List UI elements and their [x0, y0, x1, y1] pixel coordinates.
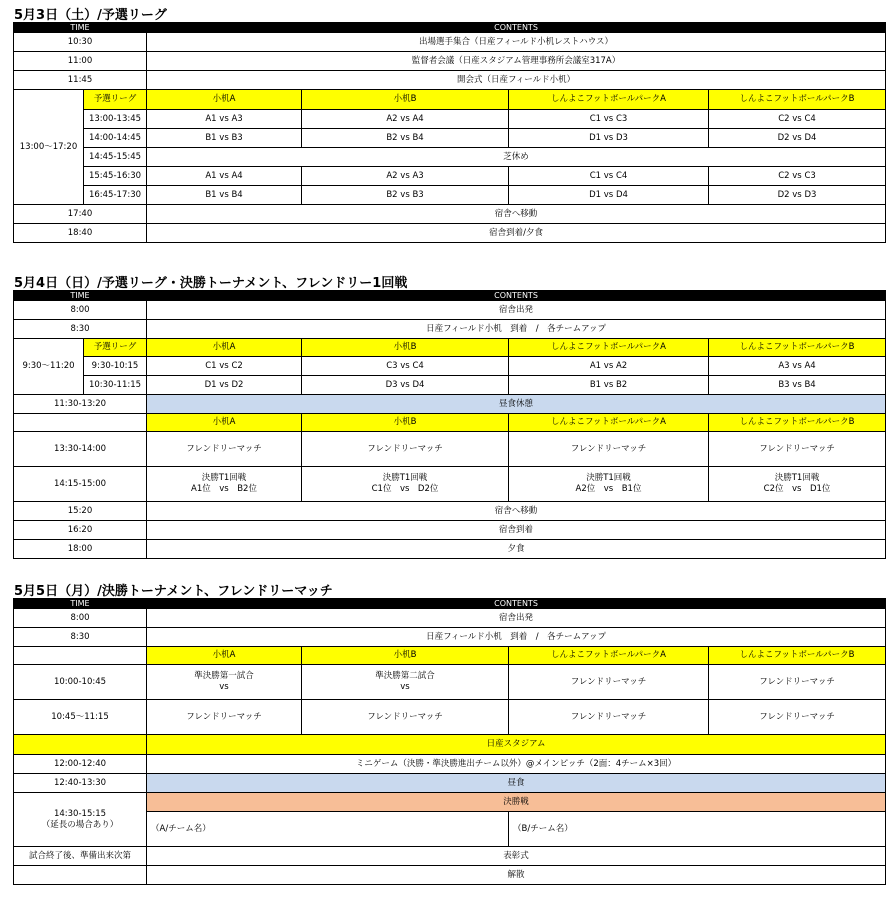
match-cell [509, 665, 709, 700]
venue-header: 小机B [302, 339, 509, 357]
match-teams: A2位 vs B1位 [575, 484, 642, 494]
table-row [14, 866, 886, 885]
match-label: 決勝T1回戦 [586, 473, 631, 483]
venue-header: しんよこフットボールパークB [709, 414, 886, 432]
match-cell: D2 vs D4 [709, 129, 886, 148]
match-cell [509, 700, 709, 735]
match-label: フレンドリーマッチ [367, 711, 443, 722]
break-cell: 芝休め [147, 148, 886, 167]
empty-cell [14, 414, 147, 432]
match-cell [302, 665, 509, 700]
match-cell: B2 vs B3 [302, 186, 509, 205]
match-time-cell: 15:45-16:30 [84, 167, 147, 186]
table-row [14, 52, 886, 71]
stadium-row [14, 735, 886, 755]
content-cell: 宿舎出発 [147, 301, 886, 320]
table-row [14, 755, 886, 774]
day1-schedule-table [13, 22, 886, 243]
final-title-cell: 決勝戦 [147, 793, 886, 812]
table-row [14, 628, 886, 647]
match-cell: A2 vs A3 [302, 167, 509, 186]
match-time-cell: 9:30-10:15 [84, 357, 147, 376]
time-cell: 12:40-13:30 [14, 774, 147, 793]
table-row [14, 502, 886, 521]
match-label: フレンドリーマッチ [186, 443, 262, 454]
time-cell: 8:00 [14, 609, 147, 628]
time-cell: 8:30 [14, 628, 147, 647]
venue-header-row [14, 339, 886, 357]
venue-header: しんよこフットボールパークA [509, 90, 709, 110]
content-cell: ミニゲーム（決勝・準決勝進出チーム以外）@メインピッチ（2面：4チーム×3回） [147, 755, 886, 774]
venue-header: しんよこフットボールパークB [709, 339, 886, 357]
match-cell [147, 467, 302, 502]
venue-header-row [14, 414, 886, 432]
match-cell: A2 vs A4 [302, 110, 509, 129]
venue-header: しんよこフットボールパークB [709, 90, 886, 110]
day3-title: 5月5日（月）/決勝トーナメント、フレンドリーマッチ [14, 584, 333, 599]
venue-header: 小机B [302, 414, 509, 432]
table-row [14, 33, 886, 52]
match-label: フレンドリーマッチ [186, 711, 262, 722]
venue-header: しんよこフットボールパークA [509, 339, 709, 357]
venue-header: しんよこフットボールパークB [709, 647, 886, 665]
match-teams: A1位 vs B2位 [191, 484, 257, 494]
match-time-cell: 10:00-10:45 [14, 665, 147, 700]
match-row [14, 432, 886, 467]
match-label: フレンドリーマッチ [570, 443, 647, 454]
match-cell: A3 vs A4 [709, 357, 886, 376]
match-cell: B2 vs B4 [302, 129, 509, 148]
break-row [14, 148, 886, 167]
match-teams: C1位 vs D2位 [371, 484, 439, 494]
venue-header: 小机B [302, 647, 509, 665]
block-time-cell: 13:00～17:20 [14, 90, 84, 205]
match-cell: B1 vs B2 [509, 376, 709, 395]
table-row [14, 320, 886, 339]
time-cell: 18:00 [14, 540, 147, 559]
match-cell [509, 467, 709, 502]
empty-cell [14, 647, 147, 665]
table-row [14, 847, 886, 866]
time-cell: 試合終了後、準備出来次第 [14, 847, 147, 866]
match-cell: C2 vs C4 [709, 110, 886, 129]
content-cell: 解散 [147, 866, 886, 885]
contents-header: CONTENTS [147, 291, 886, 301]
match-time-cell: 14:15-15:00 [14, 467, 147, 502]
match-cell: C1 vs C4 [509, 167, 709, 186]
match-cell: B1 vs B3 [147, 129, 302, 148]
time-cell: 12:00-12:40 [14, 755, 147, 774]
match-cell [709, 665, 886, 700]
match-teams: vs [400, 682, 410, 692]
day3-schedule-table [13, 598, 886, 885]
match-cell: D2 vs D3 [709, 186, 886, 205]
match-cell [147, 665, 302, 700]
time-header: TIME [14, 23, 147, 33]
time-header: TIME [14, 291, 147, 301]
match-time-cell: 14:45-15:45 [84, 148, 147, 167]
final-time: 14:30-15:15 [53, 808, 107, 819]
content-cell: 日産フィールド小机 到着 / 各チームアップ [147, 628, 886, 647]
match-row [14, 665, 886, 700]
venue-header: 小机A [147, 90, 302, 110]
table-row [14, 609, 886, 628]
day2-title: 5月4日（日）/予選リーグ・決勝トーナメント、フレンドリー1回戦 [14, 276, 408, 291]
final-time-cell [14, 793, 147, 847]
time-cell: 8:00 [14, 301, 147, 320]
lunch-row [14, 395, 886, 414]
time-cell: 18:40 [14, 224, 147, 243]
match-cell: C1 vs C3 [509, 110, 709, 129]
content-cell: 出場選手集合（日産フィールド小机レストハウス） [147, 33, 886, 52]
match-cell [709, 467, 886, 502]
match-time-cell: 14:00-14:45 [84, 129, 147, 148]
match-row [14, 357, 886, 376]
content-cell: 日産フィールド小机 到着 / 各チームアップ [147, 320, 886, 339]
match-cell [302, 467, 509, 502]
league-label: 予選リーグ [84, 90, 147, 110]
venue-header: 小机A [147, 414, 302, 432]
match-cell [509, 432, 709, 467]
match-cell: A1 vs A2 [509, 357, 709, 376]
match-cell: C3 vs C4 [302, 357, 509, 376]
final-time-note: （延長の場合あり） [41, 819, 119, 830]
match-label: 決勝T1回戦 [201, 473, 247, 483]
content-cell: 宿舎へ移動 [147, 205, 886, 224]
match-time-cell: 10:30-11:15 [84, 376, 147, 395]
match-cell [147, 700, 302, 735]
day2-schedule-table [13, 290, 886, 559]
match-cell: C1 vs C2 [147, 357, 302, 376]
match-label: 準決勝第一試合 [194, 671, 254, 681]
match-time-cell: 16:45-17:30 [84, 186, 147, 205]
venue-header: しんよこフットボールパークA [509, 647, 709, 665]
match-time-cell: 10:45～11:15 [14, 700, 147, 735]
match-label: フレンドリーマッチ [367, 443, 443, 454]
venue-header-row [14, 90, 886, 110]
venue-header: 小机B [302, 90, 509, 110]
match-label: フレンドリーマッチ [570, 676, 647, 687]
match-label: 準決勝第二試合 [375, 671, 435, 681]
time-cell: 16:20 [14, 521, 147, 540]
table-row [14, 301, 886, 320]
time-cell: 11:30-13:20 [14, 395, 147, 414]
match-cell: A1 vs A3 [147, 110, 302, 129]
match-cell: A1 vs A4 [147, 167, 302, 186]
lunch-cell: 昼食 [147, 774, 886, 793]
match-cell: D1 vs D4 [509, 186, 709, 205]
lunch-cell: 昼食休憩 [147, 395, 886, 414]
league-label: 予選リーグ [84, 339, 147, 357]
time-cell: 17:40 [14, 205, 147, 224]
stadium-cell: 日産スタジアム [147, 735, 886, 755]
match-cell [302, 700, 509, 735]
match-time-cell: 13:00-13:45 [84, 110, 147, 129]
match-cell: B3 vs B4 [709, 376, 886, 395]
block-time-cell: 9:30～11:20 [14, 339, 84, 395]
contents-header: CONTENTS [147, 23, 886, 33]
match-row [14, 186, 886, 205]
match-teams: vs [219, 682, 229, 692]
match-row [14, 376, 886, 395]
table-row [14, 205, 886, 224]
match-cell: C2 vs C3 [709, 167, 886, 186]
content-cell: 宿舎へ移動 [147, 502, 886, 521]
match-label: 決勝T1回戦 [382, 473, 428, 483]
match-teams: C2位 vs D1位 [763, 484, 831, 494]
match-cell: D1 vs D3 [509, 129, 709, 148]
match-cell [709, 700, 886, 735]
venue-header: 小机A [147, 339, 302, 357]
team-b-cell: （B/チーム名） [509, 812, 886, 847]
team-a-cell: （A/チーム名） [147, 812, 509, 847]
venue-header: しんよこフットボールパークA [509, 414, 709, 432]
table-row [14, 71, 886, 90]
final-header-row [14, 793, 886, 812]
venue-header-row [14, 647, 886, 665]
contents-header: CONTENTS [147, 599, 886, 609]
venue-header: 小机A [147, 647, 302, 665]
match-label: フレンドリーマッチ [759, 711, 835, 722]
time-cell: 11:00 [14, 52, 147, 71]
match-cell: D1 vs D2 [147, 376, 302, 395]
lunch-row [14, 774, 886, 793]
content-cell: 宿舎到着 [147, 521, 886, 540]
content-cell: 宿舎到着/夕食 [147, 224, 886, 243]
match-label: フレンドリーマッチ [759, 676, 835, 687]
table-row [14, 521, 886, 540]
match-cell [709, 432, 886, 467]
match-row [14, 129, 886, 148]
match-row [14, 467, 886, 502]
match-row [14, 167, 886, 186]
table-row [14, 224, 886, 243]
content-cell: 宿舎出発 [147, 609, 886, 628]
time-header: TIME [14, 599, 147, 609]
match-time-cell: 13:30-14:00 [14, 432, 147, 467]
content-cell: 監督者会議（日産スタジアム管理事務所会議室317A） [147, 52, 886, 71]
match-cell [302, 432, 509, 467]
time-cell [14, 866, 147, 885]
day1-title: 5月3日（土）/予選リーグ [14, 8, 167, 23]
match-row [14, 110, 886, 129]
empty-cell [14, 735, 147, 755]
match-label: フレンドリーマッチ [570, 711, 647, 722]
content-cell: 表彰式 [147, 847, 886, 866]
match-cell [147, 432, 302, 467]
match-label: フレンドリーマッチ [759, 443, 835, 454]
time-cell: 8:30 [14, 320, 147, 339]
match-cell: B1 vs B4 [147, 186, 302, 205]
time-cell: 15:20 [14, 502, 147, 521]
match-cell: D3 vs D4 [302, 376, 509, 395]
content-cell: 開会式（日産フィールド小机） [147, 71, 886, 90]
time-cell: 10:30 [14, 33, 147, 52]
match-label: 決勝T1回戦 [774, 473, 820, 483]
table-row [14, 540, 886, 559]
time-cell: 11:45 [14, 71, 147, 90]
match-row [14, 700, 886, 735]
content-cell: 夕食 [147, 540, 886, 559]
